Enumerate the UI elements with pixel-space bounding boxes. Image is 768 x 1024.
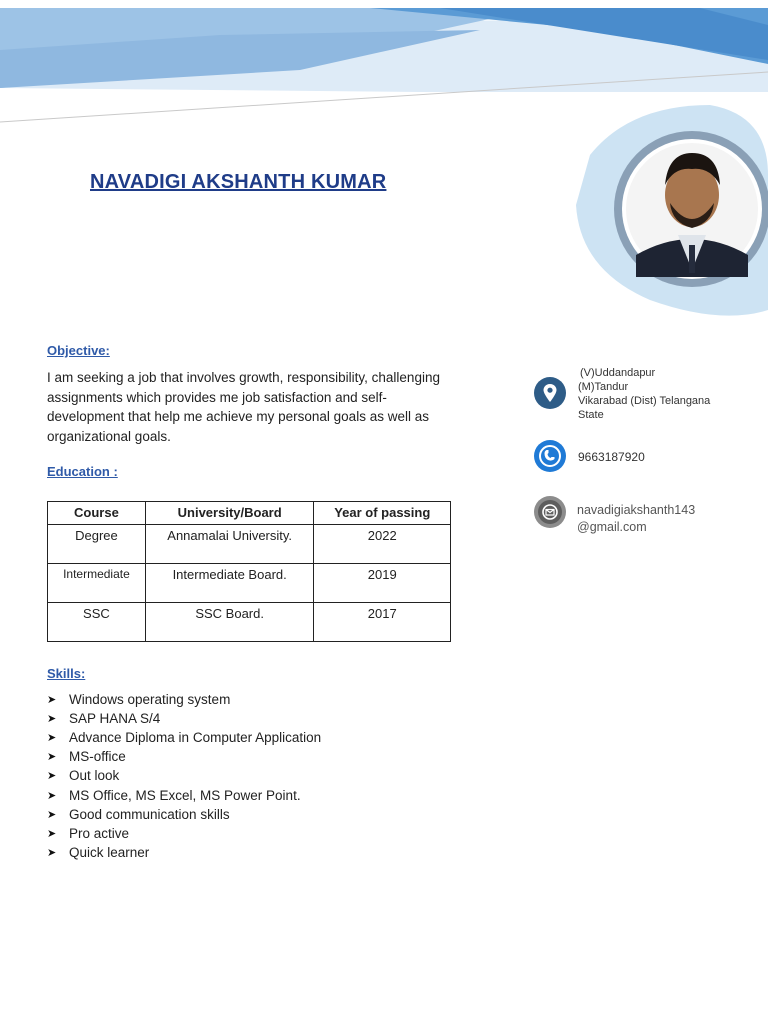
skill-label: Windows operating system: [69, 692, 231, 708]
arrow-bullet-icon: ➤: [47, 751, 57, 764]
table-cell-course: Degree: [48, 525, 146, 564]
address: [578, 366, 758, 422]
list-item: [47, 785, 321, 804]
skill-label: Advance Diploma in Computer Application: [69, 730, 322, 746]
skill-label: Quick learner: [69, 844, 150, 860]
arrow-bullet-icon: ➤: [47, 789, 57, 802]
profile-photo: [570, 95, 768, 320]
arrow-bullet-icon: ➤: [47, 827, 57, 840]
email-address: [577, 502, 695, 536]
education-table: [47, 501, 451, 642]
list-item: [47, 747, 321, 766]
arrow-bullet-icon: ➤: [47, 770, 57, 783]
table-cell-year: 2019: [314, 564, 451, 603]
list-item: [47, 805, 321, 824]
table-row: [48, 525, 451, 564]
arrow-bullet-icon: ➤: [47, 732, 57, 745]
column-header-course: Course: [48, 502, 146, 525]
list-item: [47, 824, 321, 843]
address-line: State: [578, 409, 604, 421]
list-item: [47, 728, 321, 747]
list-item: [47, 690, 321, 709]
email-line: @gmail.com: [577, 520, 647, 534]
arrow-bullet-icon: ➤: [47, 694, 57, 707]
skill-label: Pro active: [69, 825, 130, 841]
list-item: [47, 843, 321, 862]
arrow-bullet-icon: ➤: [47, 846, 57, 859]
address-line: (V)Uddandapur: [580, 367, 656, 379]
list-item: [47, 766, 321, 785]
candidate-name: NAVADIGI AKSHANTH KUMAR: [90, 171, 387, 193]
skill-label: MS-office: [69, 749, 126, 765]
email-line: navadigiakshanth143: [577, 503, 696, 517]
skill-label: Out look: [69, 768, 120, 784]
arrow-bullet-icon: ➤: [47, 713, 57, 726]
skill-label: SAP HANA S/4: [69, 711, 161, 727]
table-cell-course: SSC: [48, 603, 146, 642]
table-cell-university: Annamalai University.: [145, 525, 314, 564]
objective-heading: Objective:: [47, 343, 110, 358]
address-line: Vikarabad (Dist) Telangana: [578, 395, 711, 407]
column-header-university: University/Board: [145, 502, 314, 525]
phone-number: 9663187920: [578, 450, 645, 464]
table-row: [48, 603, 451, 642]
education-heading: Education :: [47, 464, 118, 479]
objective-text: I am seeking a job that involves growth, responsibility, challenging assignments which provides me job satisfaction and self-development that help me achieve my personal goals as well as organizational goals.: [47, 370, 440, 444]
table-cell-university: Intermediate Board.: [145, 564, 314, 603]
table-row: [48, 564, 451, 603]
table-cell-year: 2017: [314, 603, 451, 642]
address-line: (M)Tandur: [578, 381, 629, 393]
email-icon: [533, 495, 567, 529]
column-header-year: Year of passing: [314, 502, 451, 525]
table-cell-year: 2022: [314, 525, 451, 564]
table-cell-course: Intermediate: [48, 564, 146, 603]
arrow-bullet-icon: ➤: [47, 808, 57, 821]
phone-icon: [533, 439, 567, 473]
skill-label: MS Office, MS Excel, MS Power Point.: [69, 787, 301, 803]
skill-label: Good communication skills: [69, 806, 230, 822]
location-pin-icon: [533, 376, 567, 410]
skills-heading: Skills:: [47, 666, 86, 681]
education-header-row: [48, 502, 451, 525]
skills-list: [47, 690, 321, 862]
table-cell-university: SSC Board.: [145, 603, 314, 642]
list-item: [47, 709, 321, 728]
